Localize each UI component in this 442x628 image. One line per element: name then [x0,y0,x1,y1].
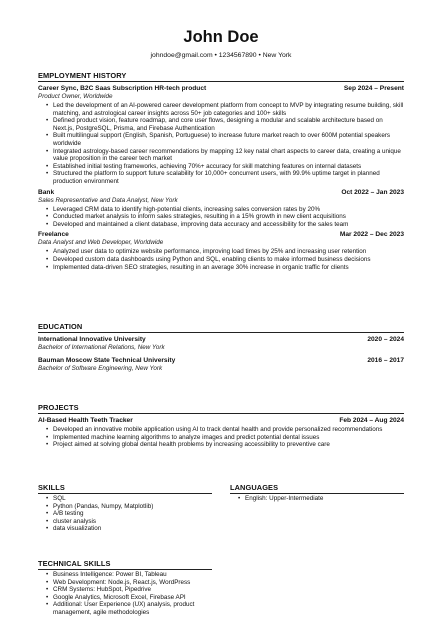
degree: Bachelor of International Relations, New York [38,344,165,351]
technical-skill-item: • Google Analytics, Microsoft Excel, Firebase API [53,594,212,602]
skill-item: • cluster analysis [53,518,212,526]
project-dates: Feb 2024 – Aug 2024 [339,417,404,424]
bullet-item: • Implemented machine learning algorithms to analyze images and predict potential dental issues [53,434,404,442]
skills-section [38,483,212,533]
project-entry [38,417,404,449]
technical-skill-item: • Additional: User Experience (UX) analysis, product management, agile methodologies [53,601,212,616]
technical-skills-list [38,571,212,617]
bullet-item: • Developed and maintained a client database, improving data accuracy and accessibility for the sales team [53,221,404,229]
bullet-item: • Built multilingual support (English, Spanish, Portuguese) to increase future market reach to over 600M potential speakers worldwide [53,132,404,147]
technical-skill-item: • CRM Systems: HubSpot, Pipedrive [53,586,212,594]
technical-skill-item: • Web Development: Node.js, React.js, WordPress [53,579,212,587]
bullet-item: • Analyzed user data to optimize website performance, improving load times by 25% and increasing user retention [53,248,404,256]
education-entry [38,357,404,373]
job-bullets [38,102,404,186]
job-dates: Sep 2024 – Present [343,85,404,92]
project-bullets [38,426,404,449]
skill-item: • A/B testing [53,510,212,518]
bullet-item: • Conducted market analysis to inform sales strategies, resulting in a 15% growth in new client acquisitions [53,213,404,221]
bullet-item: • Project aimed at solving global dental health problems by increasing accessibility to preventive care [53,441,404,449]
job-company: Freelance [38,231,69,239]
language-item: • English: Upper-Intermediate [245,495,404,503]
education-entry [38,336,404,352]
section-heading-employment: EMPLOYMENT HISTORY [38,71,404,82]
skill-item: • Python (Pandas, Numpy, Matplotlib) [53,503,212,511]
skills-list [38,495,212,533]
section-heading-education: EDUCATION [38,322,404,333]
degree: Bachelor of Software Engineering, New York [38,365,163,372]
candidate-name: John Doe [183,28,259,46]
section-heading-languages: LANGUAGES [230,483,404,494]
section-heading-skills: SKILLS [38,483,212,494]
job-entry [38,85,404,186]
bullet-item: • Integrated astrology-based career recommendations by mapping 12 key natal chart aspects to career data, creating a unique value proposition in the career tech market [53,148,404,163]
school-name: Bauman Moscow State Technical University [38,357,176,364]
school-name: International Innovative University [38,336,146,343]
contact-line: johndoe@gmail.com • 1234567890 • New York [150,52,292,59]
section-heading-projects: PROJECTS [38,403,404,414]
bullet-item: • Defined product vision, feature roadmap, and core user flows, designing a modular and scalable architecture based on Next.js, PostgreSQL, Prisma, and Firebase Authentication [53,117,404,132]
skill-item: • SQL [53,495,212,503]
job-entry [38,231,404,271]
job-bullets [38,206,404,229]
section-heading-technical-skills: TECHNICAL SKILLS [38,559,212,570]
job-bullets [38,248,404,271]
skill-item: • data visualization [53,525,212,533]
bullet-item: • Structured the platform to support future scalability for 10,000+ concurrent users, with 99.9% uptime target in planned production environment [53,170,404,185]
bullet-item: • Established initial testing frameworks, achieving 70%+ accuracy for skill matching features on internal datasets [53,163,404,171]
bullet-item: • Developed custom data dashboards using Python and SQL, enabling clients to make informed business decisions [53,256,404,264]
languages-list [230,495,404,503]
bullet-item: • Implemented data-driven SEO strategies, resulting in an average 30% increase in organic traffic for clients [53,264,404,272]
job-role: Product Owner, Worldwide [38,93,113,100]
education-section [38,322,404,373]
projects-section [38,403,404,449]
languages-section [230,483,404,503]
school-dates: 2020 – 2024 [367,336,404,343]
bullet-item: • Developed an innovative mobile application using AI to track dental health and provide personalized recommendations [53,426,404,434]
technical-skills-section [38,559,212,617]
job-company: Bank [38,188,55,196]
project-name: AI-Based Health Teeth Tracker [38,417,133,424]
bullet-item: • Leveraged CRM data to identify high-potential clients, increasing sales conversion rates by 20% [53,206,404,214]
job-dates: Mar 2022 – Dec 2023 [339,231,404,239]
school-dates: 2016 – 2017 [367,357,404,364]
job-company: Career Sync, B2C Saas Subscription HR-tech product [38,85,207,92]
job-role: Data Analyst and Web Developer, Worldwide [38,239,164,247]
job-dates: Oct 2022 – Jan 2023 [341,188,404,196]
employment-section [38,71,404,271]
bullet-item: • Led the development of an AI-powered career development platform from concept to MVP by integrating resume building, skill matching, and astrological career insights across 50+ job categories and 100+ skills [53,102,404,117]
job-entry [38,189,404,229]
job-role: Sales Representative and Data Analyst, New York [38,196,178,204]
technical-skill-item: • Business Intelligence: Power BI, Tableau [53,571,212,579]
